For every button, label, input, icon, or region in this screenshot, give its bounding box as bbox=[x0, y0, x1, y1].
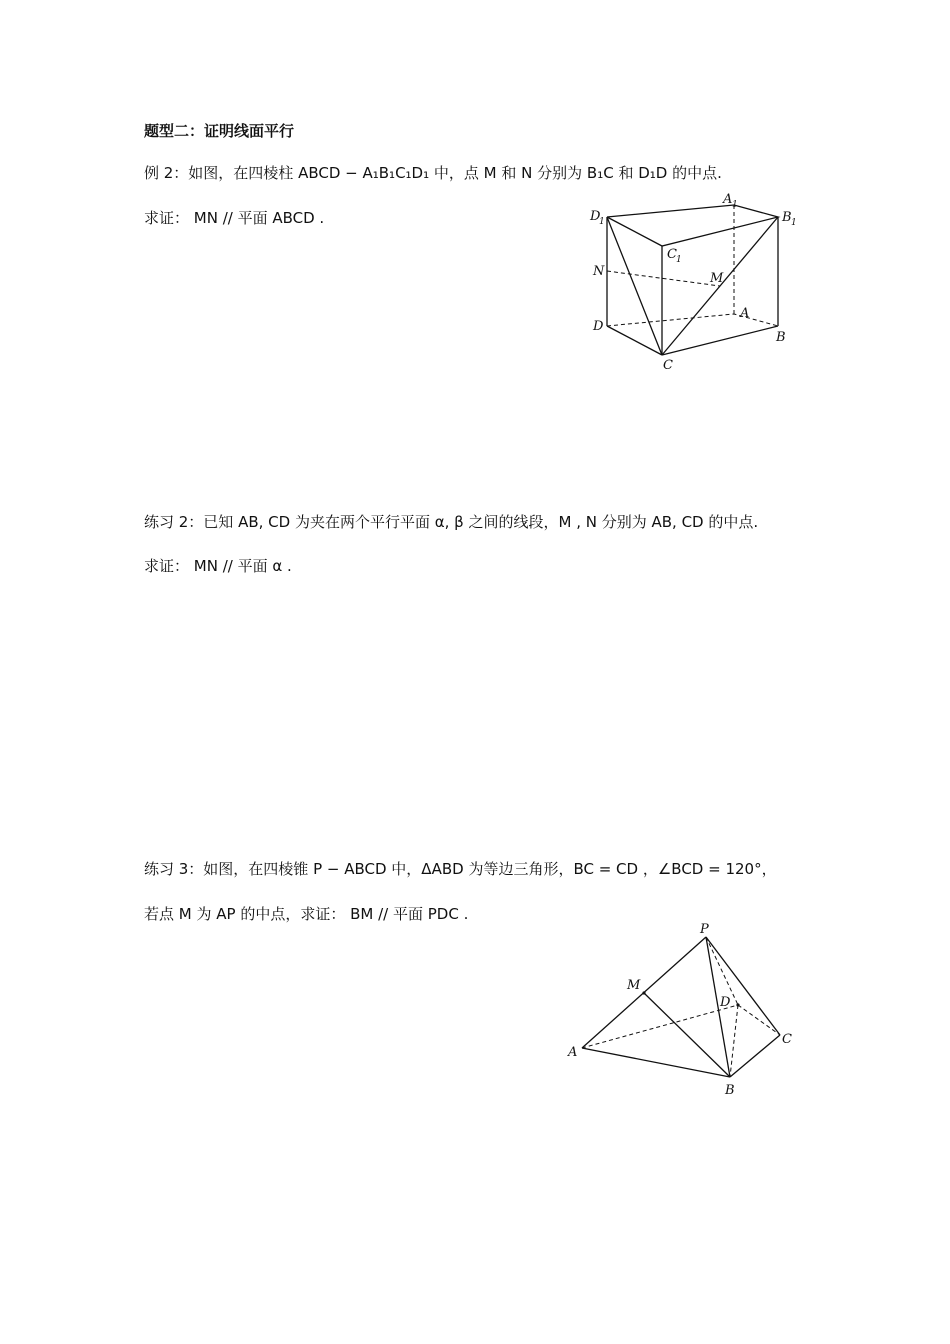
label-c: C bbox=[663, 358, 673, 373]
edge-pc bbox=[706, 937, 780, 1035]
segment-bm bbox=[644, 993, 730, 1077]
label-b: B bbox=[776, 330, 786, 345]
point-d bbox=[736, 1003, 739, 1006]
point-m bbox=[642, 991, 645, 994]
label-d: D bbox=[593, 319, 604, 334]
label-b: B bbox=[725, 1083, 735, 1098]
exercise3-statement: 练习 3：如图，在四棱锥 P − ABCD 中，ΔABD 为等边三角形，BC = CD ，∠BCD = 120°， bbox=[144, 860, 777, 878]
exercise3-prove: 若点 M 为 AP 的中点，求证： BM // 平面 PDC . bbox=[144, 905, 469, 923]
edge-top bbox=[607, 205, 778, 246]
label-b1-sub: 1 bbox=[791, 218, 797, 228]
label-d1-sub: 1 bbox=[599, 217, 605, 227]
label-c1: C bbox=[667, 247, 677, 262]
label-m: M bbox=[710, 271, 724, 286]
edge-db bbox=[730, 1005, 738, 1077]
label-d: D bbox=[720, 995, 731, 1010]
label-n: N bbox=[593, 264, 605, 279]
label-c: C bbox=[782, 1032, 792, 1047]
label-m: M bbox=[627, 978, 641, 993]
segment-nm bbox=[607, 271, 720, 286]
label-a: A bbox=[740, 306, 750, 321]
label-d1: D bbox=[590, 209, 601, 224]
edge-dc bbox=[607, 326, 662, 355]
section-heading: 题型二：证明线面平行 bbox=[144, 122, 295, 140]
pyramid-figure bbox=[560, 918, 820, 1108]
exercise2-statement: 练习 2：已知 AB, CD 为夹在两个平行平面 α, β 之间的线段，M , N 分别为 AB, CD 的中点. bbox=[144, 513, 759, 531]
label-b1: B bbox=[782, 210, 792, 225]
edge-dc bbox=[738, 1005, 780, 1035]
label-c1-sub: 1 bbox=[676, 255, 682, 265]
label-p: P bbox=[700, 922, 709, 937]
edge-ab bbox=[582, 1048, 730, 1077]
segment-d1c bbox=[607, 217, 662, 355]
exercise2-prove: 求证： MN // 平面 α . bbox=[144, 557, 292, 575]
edge-bottom-hidden bbox=[607, 314, 778, 326]
label-a: A bbox=[568, 1045, 578, 1060]
example2-prove: 求证： MN // 平面 ABCD . bbox=[144, 209, 325, 227]
edge-cb bbox=[662, 326, 778, 355]
prism-figure bbox=[580, 190, 820, 380]
example2-statement: 例 2：如图，在四棱柱 ABCD − A₁B₁C₁D₁ 中，点 M 和 N 分别为 B₁C 和 D₁D 的中点. bbox=[144, 164, 722, 182]
label-a1-sub: 1 bbox=[732, 200, 738, 210]
edge-bc bbox=[730, 1035, 780, 1077]
label-a1: A bbox=[723, 192, 733, 207]
